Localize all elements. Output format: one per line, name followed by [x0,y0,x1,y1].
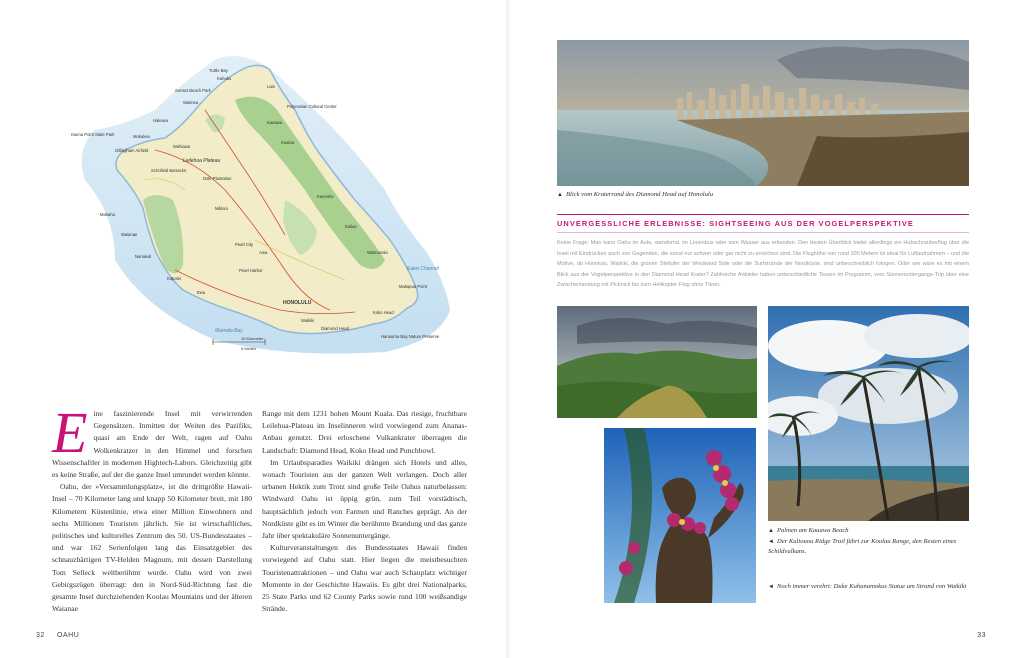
svg-text:Leilehua Plateau: Leilehua Plateau [183,158,221,164]
svg-text:Ewa: Ewa [197,290,206,295]
svg-text:Waimanalo: Waimanalo [367,250,388,255]
svg-text:Turtle Bay: Turtle Bay [209,68,228,73]
svg-text:Pearl Harbor: Pearl Harbor [239,268,263,273]
paragraph: Range mit dem 1231 hohen Mount Kuala. Das riesige, fruchtbare Leilehua-Plateau im Inselinneren wird vorwiegend zum Ananas-Anbau genutzt. Drei erloschene Vulkankrater überragen die Landschaft: Diamond Head, Koko Head und Punchbowl. [262,409,467,455]
caption-text: Noch immer verehrt: Duke Kahanamokus Statue am Strand von Waikiki [776,583,967,590]
photo-palms-kaaawa [768,306,969,521]
paragraph: ine faszinierende Insel mit verwirrenden Gegensätzen. Inmitten der Weiten des Pazifiks, quasi am Ende der Welt, ragen auf Oahu Wolkenkratzer in den Himmel und forschen Wissenschaftler in modernen Hightech-Labors. Gleichzeitig gibt es keine Straße, auf der die ganze Insel umrundet werden könnte. [52,409,252,480]
caption-duke [768,582,968,593]
scale-mi-label: 5 Meilen [241,346,257,351]
svg-text:Aiea: Aiea [259,250,268,255]
svg-text:Waikiki: Waikiki [301,318,315,323]
svg-text:Kapolei: Kapolei [167,276,181,281]
right-page [510,0,1020,658]
svg-text:Dole Plantation: Dole Plantation [203,176,232,181]
paragraph: Oahu, der »Versammlungsplatz«, ist die drittgrößte Hawaii-Insel – 70 Kilometer lang und knapp 50 Kilometer breit, mit 180 Kilometern Küstenlinie, etwa einer Million Einwohnern und sechs Millionen Touristen jährlich. Sie ist wirtschaftliches, politisches und kulturelles Zentrum des 50. US-Bundesstaates – und war 162 Serienfolgen lang das Einsatzgebiet des schnauzbärtigen TV-Helden Magnum, mit dessen Darstellung Tom Selleck weltberühmt wurde. Oahu wird von zwei Gebirgszügen überragt: den in Nord-Süd-Richtung fast die gesamte Insel durchziehenden Koolau Mountains und der älteren Waianae [52,482,252,614]
svg-text:Pearl City: Pearl City [235,242,254,247]
caption-arrow: ▲ [557,192,563,198]
svg-text:Sunset Beach Park: Sunset Beach Park [175,88,211,93]
svg-text:Koko Head: Koko Head [373,310,394,315]
body-column-2 [262,408,467,615]
svg-text:Kaneohe: Kaneohe [317,194,334,199]
caption-text: Der Kuliouou Ridge Trail führt zur Koolau Range, den Resten eines Schildvulkans. [768,537,957,555]
svg-text:Kaaawa: Kaaawa [267,120,283,125]
svg-text:Makaha: Makaha [100,212,115,217]
svg-text:Mililani: Mililani [215,206,228,211]
feature-heading: UNVERGESSLICHE ERLEBNISSE: SIGHTSEEING AUS DER VOGELPERSPEKTIVE [557,219,914,228]
caption-text: Palmen am Kaaawa Beach [776,527,849,534]
feature-text: Keine Frage: Man kann Oahu im Auto, wandernd, im Linienbus oder vom Wasser aus erkunden. Den besten Überblick bietet allerdings ein Hubschrauberflug über die Insel mit Eindrücken auch von Gegenden, die sonst nur schwer oder gar nicht zu erreichen sind. Die Flughöhe von rund 100 Metern ist ideal für Luftaufnahmen – und die Motive, ob Honolulu, Waikiki, die grünen Steilufer der Windward Side oder die Surfstrände der Nordküste, sind unbeschreiblich fotogen. Oder wie wäre es mit einem Blick aus der Vogelperspektive in den Diamond Head Krater? Zahlreiche Anbieter haben unterschiedliche Touren im Programm, vom Sonnenuntergangs-Trip über eine Zwischenlandung mit Picknick bis zum Helikopter-Flug ohne Türen. [557,240,969,289]
svg-text:Diamond Head: Diamond Head [321,326,349,331]
feature-rule-bottom [557,232,969,233]
svg-text:Makapuu Point: Makapuu Point [399,284,427,289]
scale-km-label: 10 Kilometer [241,336,264,341]
oahu-map [55,40,455,360]
svg-text:Kahuku: Kahuku [217,76,232,81]
paragraph: Im Urlaubsparadies Waikiki drängen sich Hotels und alles, wonach Touristen aus der ganzen Welt verlangen. Doch aller urbanen Hektik zum Trotz sind große Teile Oahus naturbelassen: Windward Oahu ist üppig grün, zum Teil vorstädtisch, hauptsächlich jedoch von Farmen und Ranches geprägt. An der Nordküste gibt es im Winter die berühmte Brandung und das ganze Jahr über spektakuläre Sonnenuntergänge. [262,457,467,541]
svg-text:Kailua: Kailua [345,224,357,229]
svg-text:Schofield Barracks: Schofield Barracks [151,168,186,173]
section-label: OAHU [57,632,80,639]
photo-honolulu-skyline [557,40,969,186]
caption-arrow: ◄ [768,584,774,590]
svg-text:Nanakuli: Nanakuli [135,254,152,259]
svg-text:Haleiwa: Haleiwa [153,118,168,123]
page-number: 32 [36,632,45,639]
svg-text:HONOLULU: HONOLULU [283,300,312,306]
svg-text:Polynesian Cultural Center: Polynesian Cultural Center [287,104,337,109]
caption-arrow: ◄ [768,538,774,545]
svg-text:Hanauma Bay Nature Preserve: Hanauma Bay Nature Preserve [381,334,440,339]
body-column-1 [52,400,252,615]
paragraph: Kulturveranstaltungen des Bundesstaates Hawaii finden vorwiegend auf Oahu statt. Hier liegen die meistbesuchten Touristenattraktionen – und Oahu war auch Schauplatz wichtiger Momente in der Geschichte Hawaiis. Es gibt drei Nationalparks, 25 State Parks und 62 County Parks sowie rund 100 weißsandige Strände. [262,543,467,614]
caption-honolulu [557,190,957,201]
caption-palms [768,526,968,558]
svg-text:Kualoa: Kualoa [281,140,295,145]
folio-left [36,632,79,639]
caption-arrow: ▲ [768,528,774,534]
photo-ridge-trail [557,306,757,418]
svg-text:Kaena Point State Park: Kaena Point State Park [71,132,115,137]
svg-text:Wahiawa: Wahiawa [173,144,191,149]
svg-text:Mokuleia: Mokuleia [133,134,150,139]
svg-text:Waianae: Waianae [121,232,138,237]
feature-rule-top [557,214,969,215]
photo-duke-statue [604,428,756,603]
svg-text:Kaiwi Channel: Kaiwi Channel [407,266,439,272]
svg-text:Waimea: Waimea [183,100,199,105]
drop-cap: E [52,400,88,465]
caption-text: Blick vom Kraterrand des Diamond Head auf Honolulu [565,191,714,198]
svg-text:Mamala Bay: Mamala Bay [215,328,243,334]
svg-text:Dillingham Airfield: Dillingham Airfield [115,148,149,153]
svg-text:Laie: Laie [267,84,275,89]
folio-right: 33 [977,632,986,639]
